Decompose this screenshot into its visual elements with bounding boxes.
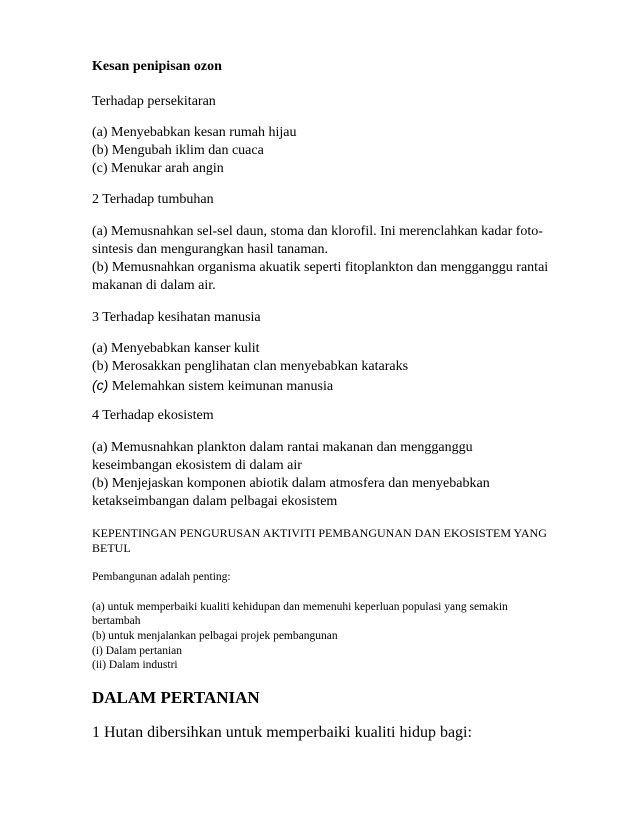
list-label: (c)	[92, 377, 109, 393]
list-item: (b) Mengubah iklim dan cuaca	[92, 143, 264, 158]
list-item-continued: ketakseimbangan dalam pelbagai ekosistem	[92, 494, 338, 509]
section-heading-kesihatan: 3 Terhadap kesihatan manusia	[92, 310, 261, 325]
list-item: (ii) Dalam industri	[92, 659, 178, 671]
list-item-continued: keseimbangan ekosistem di dalam air	[92, 458, 302, 473]
section-heading-pertanian: DALAM PERTANIAN	[92, 688, 260, 707]
section-heading-persekitaran: Terhadap persekitaran	[92, 94, 216, 109]
list-item: (a) Menyebabkan kesan rumah hijau	[92, 125, 297, 140]
list-item: (i) Dalam pertanian	[92, 645, 183, 657]
list-item-continued: bertambah	[92, 615, 141, 627]
section-heading-tumbuhan: 2 Terhadap tumbuhan	[92, 192, 214, 207]
list-item-continued: sintesis dan mengurangkan hasil tanaman.	[92, 242, 328, 257]
list-item-continued: makanan di dalam air.	[92, 278, 216, 293]
list-item-text: Melemahkan sistem keimunan manusia	[108, 379, 334, 394]
document-title: Kesan penipisan ozon	[92, 59, 222, 74]
paragraph-intro: Pembangunan adalah penting:	[92, 571, 231, 583]
list-item	[92, 376, 333, 396]
caps-heading: KEPENTINGAN PENGURUSAN AKTIVITI PEMBANGUNAN DAN EKOSISTEM YANG	[92, 526, 547, 540]
list-item: (a) untuk memperbaiki kualiti kehidupan dan memenuhi keperluan populasi yang semakin	[92, 601, 508, 613]
section-heading-ekosistem: 4 Terhadap ekosistem	[92, 408, 214, 423]
list-item: (b) Memusnahkan organisma akuatik seperti fitoplankton dan mengganggu rantai	[92, 260, 549, 275]
list-item: (b) Menjejaskan komponen abiotik dalam atmosfera dan menyebabkan	[92, 476, 490, 491]
list-item: (a) Menyebabkan kanser kulit	[92, 341, 260, 356]
list-item: (b) Merosakkan penglihatan clan menyebabkan kataraks	[92, 359, 409, 374]
caps-heading-continued: BETUL	[92, 541, 131, 555]
list-item: (a) Memusnahkan plankton dalam rantai makanan dan mengganggu	[92, 440, 473, 455]
list-item: (b) untuk menjalankan pelbagai projek pembangunan	[92, 630, 338, 642]
list-item: (c) Menukar arah angin	[92, 161, 224, 176]
paragraph-line: 1 Hutan dibersihkan untuk memperbaiki kualiti hidup bagi:	[92, 724, 472, 741]
list-item: (a) Memusnahkan sel-sel daun, stoma dan klorofil. Ini merenclahkan kadar foto-	[92, 224, 543, 239]
